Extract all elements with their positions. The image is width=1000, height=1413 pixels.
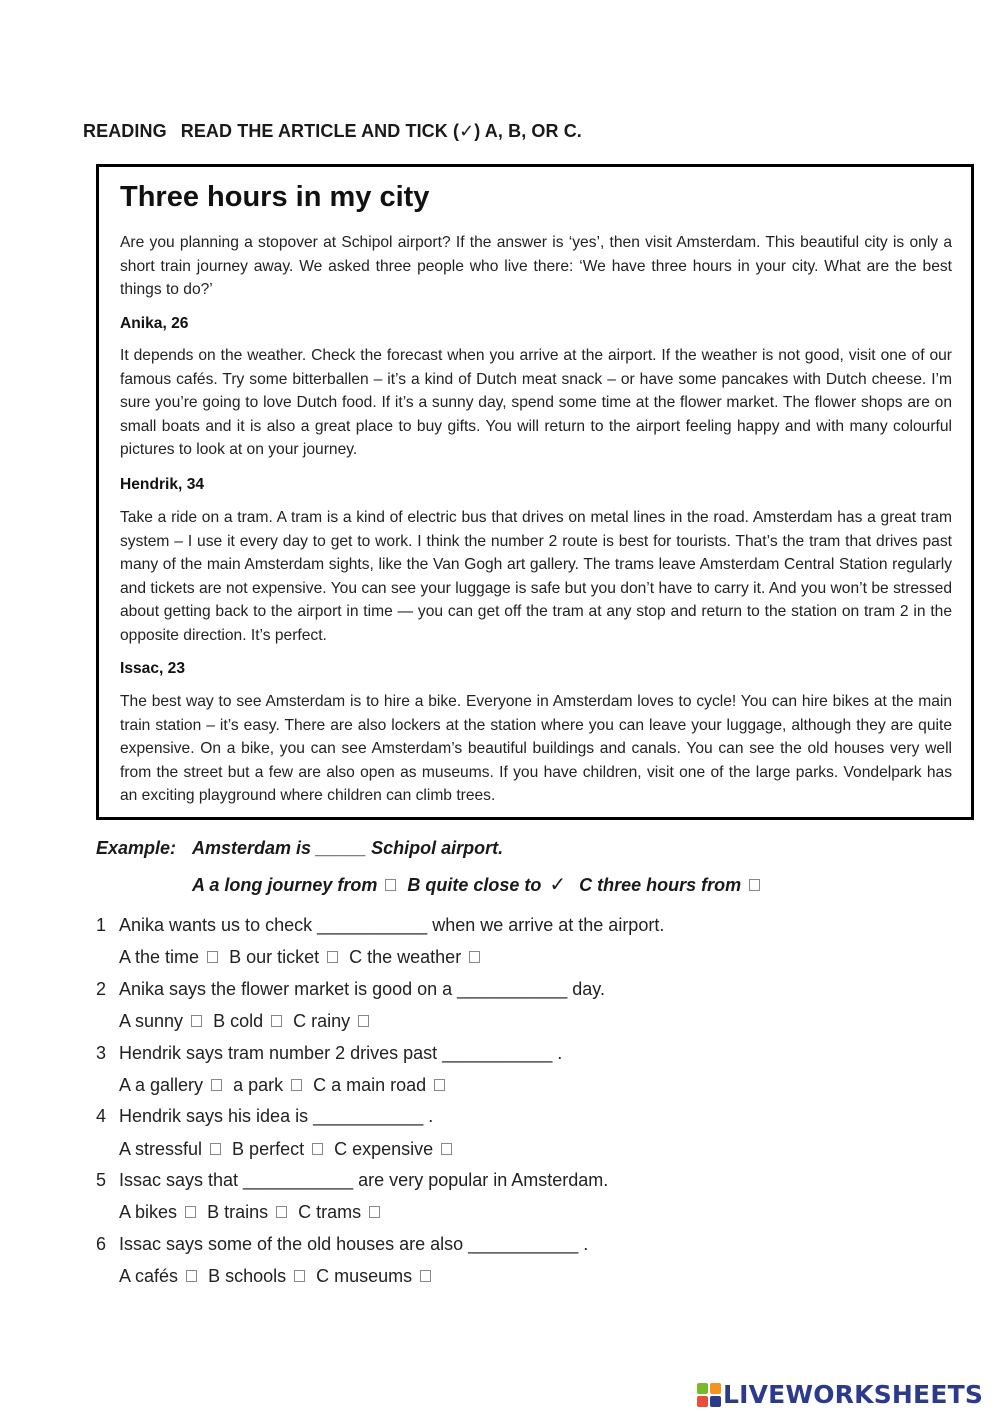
checkbox[interactable] <box>312 1143 323 1155</box>
answers-5 <box>119 1202 386 1223</box>
question-number: 2 <box>96 979 107 999</box>
question-text: Issac says that ___________ are very popular in Amsterdam. <box>119 1170 609 1190</box>
answers-3 <box>119 1075 451 1096</box>
checkbox[interactable] <box>271 1015 282 1027</box>
checkbox[interactable] <box>191 1015 202 1027</box>
option-a: A sunny <box>119 1011 184 1031</box>
answers-4 <box>119 1139 458 1160</box>
option-c: C expensive <box>334 1139 434 1159</box>
checkbox[interactable] <box>420 1270 431 1282</box>
person-text-anika: It depends on the weather. Check the forecast when you arrive at the airport. If the weather is not good, visit one of our famous cafés. Try some bitterballen – it’s a kind of Dutch meat snack – or have some pancakes with Dutch cheese. I’m sure you’re going to love Dutch food. If it’s a sunny day, spend some time at the flower market. The flower shops are on small boats and it is also a great place to buy gifts. You will return to the airport feeling happy and with many colourful pictures to look at on your journey. <box>120 347 952 458</box>
liveworksheets-logo[interactable] <box>697 1380 983 1408</box>
option-c: C rainy <box>293 1011 351 1031</box>
checkbox[interactable] <box>327 951 338 963</box>
answers-6 <box>119 1266 437 1287</box>
option-b: B perfect <box>232 1139 305 1159</box>
question-number: 4 <box>96 1106 107 1126</box>
person-name-anika: Anika, 26 <box>120 315 189 332</box>
option-c: C trams <box>298 1202 362 1222</box>
example-sentence-line <box>96 838 503 859</box>
option-b: a park <box>233 1075 284 1095</box>
example-option-b: B quite close to <box>407 875 542 895</box>
option-c: C a main road <box>313 1075 427 1095</box>
answers-1 <box>119 947 486 968</box>
checkbox[interactable] <box>185 1206 196 1218</box>
checkbox[interactable] <box>291 1079 302 1091</box>
question-2 <box>96 979 605 1000</box>
checkbox[interactable] <box>434 1079 445 1091</box>
checkbox[interactable] <box>186 1270 197 1282</box>
question-number: 5 <box>96 1170 107 1190</box>
checkbox[interactable] <box>276 1206 287 1218</box>
example-label: Example: <box>96 838 177 858</box>
person-text-issac: The best way to see Amsterdam is to hire a bike. Everyone in Amsterdam loves to cycle! You can hire bikes at the main train station – it’s easy. There are also lockers at the station where you can leave your luggage, although they are quite expensive. On a bike, you can see Amsterdam’s beautiful buildings and canals. You can see the old houses very well from the street but a few are also open as museums. If you have children, visit one of the large parks. Vondelpark has an exciting playground where children can climb trees. <box>120 693 952 804</box>
worksheet-heading <box>83 121 582 142</box>
question-text: Anika wants us to check ___________ when we arrive at the airport. <box>119 915 665 935</box>
option-c: C the weather <box>349 947 462 967</box>
liveworksheets-logo-icon <box>697 1383 721 1407</box>
person-name-hendrik: Hendrik, 34 <box>120 476 205 493</box>
option-b: B schools <box>208 1266 287 1286</box>
article-intro: Are you planning a stopover at Schipol airport? If the answer is ‘yes’, then visit Amsterdam. This beautiful city is only a short train journey away. We asked three people who live there: ‘We have three hours in your city. What are the best things to do?’ <box>120 234 952 298</box>
article-title: Three hours in my city <box>120 181 430 213</box>
option-b: B trains <box>207 1202 269 1222</box>
option-a: A a gallery <box>119 1075 204 1095</box>
option-a: A bikes <box>119 1202 178 1222</box>
question-text: Issac says some of the old houses are also ___________ . <box>119 1234 589 1254</box>
question-4 <box>96 1106 433 1127</box>
heading-instruction-end: ) A, B, OR C. <box>474 121 582 141</box>
question-3 <box>96 1043 562 1064</box>
answers-2 <box>119 1011 375 1032</box>
question-number: 6 <box>96 1234 107 1254</box>
question-5 <box>96 1170 608 1191</box>
option-a: A cafés <box>119 1266 179 1286</box>
example-option-c: C three hours from <box>579 875 742 895</box>
checkbox[interactable] <box>207 951 218 963</box>
example-option-a: A a long journey from <box>192 875 378 895</box>
checkbox[interactable] <box>369 1206 380 1218</box>
tick-icon: ✓ <box>549 874 567 896</box>
heading-reading: READING <box>83 121 167 141</box>
checkbox[interactable] <box>441 1143 452 1155</box>
question-text: Anika says the flower market is good on a ___________ day. <box>119 979 605 999</box>
option-c: C museums <box>316 1266 413 1286</box>
article-box <box>96 164 974 820</box>
checkbox[interactable] <box>210 1143 221 1155</box>
question-6 <box>96 1234 588 1255</box>
question-1 <box>96 915 664 936</box>
example-sentence: Amsterdam is _____ Schipol airport. <box>192 838 504 858</box>
checkbox-icon <box>385 879 396 891</box>
option-b: B our ticket <box>229 947 320 967</box>
checkbox[interactable] <box>358 1015 369 1027</box>
checkbox[interactable] <box>294 1270 305 1282</box>
option-a: A stressful <box>119 1139 203 1159</box>
checkbox[interactable] <box>469 951 480 963</box>
example-options <box>192 872 766 897</box>
liveworksheets-logo-text: LIVEWORKSHEETS <box>723 1380 984 1409</box>
tick-icon: ✓ <box>459 121 475 141</box>
question-number: 3 <box>96 1043 107 1063</box>
person-text-hendrik: Take a ride on a tram. A tram is a kind of electric bus that drives on metal lines in the road. Amsterdam has a great tram system – I use it every day to get to work. I think the number 2 route is best for tourists. That’s the tram that drives past many of the main Amsterdam sights, like the Van Gogh art gallery. The trams leave Amsterdam Central Station regularly and tickets are not expensive. You can see your luggage is safe but you don’t have to carry it. And you won’t be stressed about getting back to the airport in time — you can get off the tram at any stop and return to the station on tram 2 in the opposite direction. It’s perfect. <box>120 509 952 644</box>
question-number: 1 <box>96 915 107 935</box>
option-b: B cold <box>213 1011 264 1031</box>
option-a: A the time <box>119 947 200 967</box>
person-name-issac: Issac, 23 <box>120 660 186 677</box>
question-text: Hendrik says his idea is ___________ . <box>119 1106 434 1126</box>
checkbox-icon <box>749 879 760 891</box>
question-text: Hendrik says tram number 2 drives past ___________ . <box>119 1043 563 1063</box>
checkbox[interactable] <box>211 1079 222 1091</box>
heading-instruction: READ THE ARTICLE AND TICK ( <box>180 121 460 141</box>
